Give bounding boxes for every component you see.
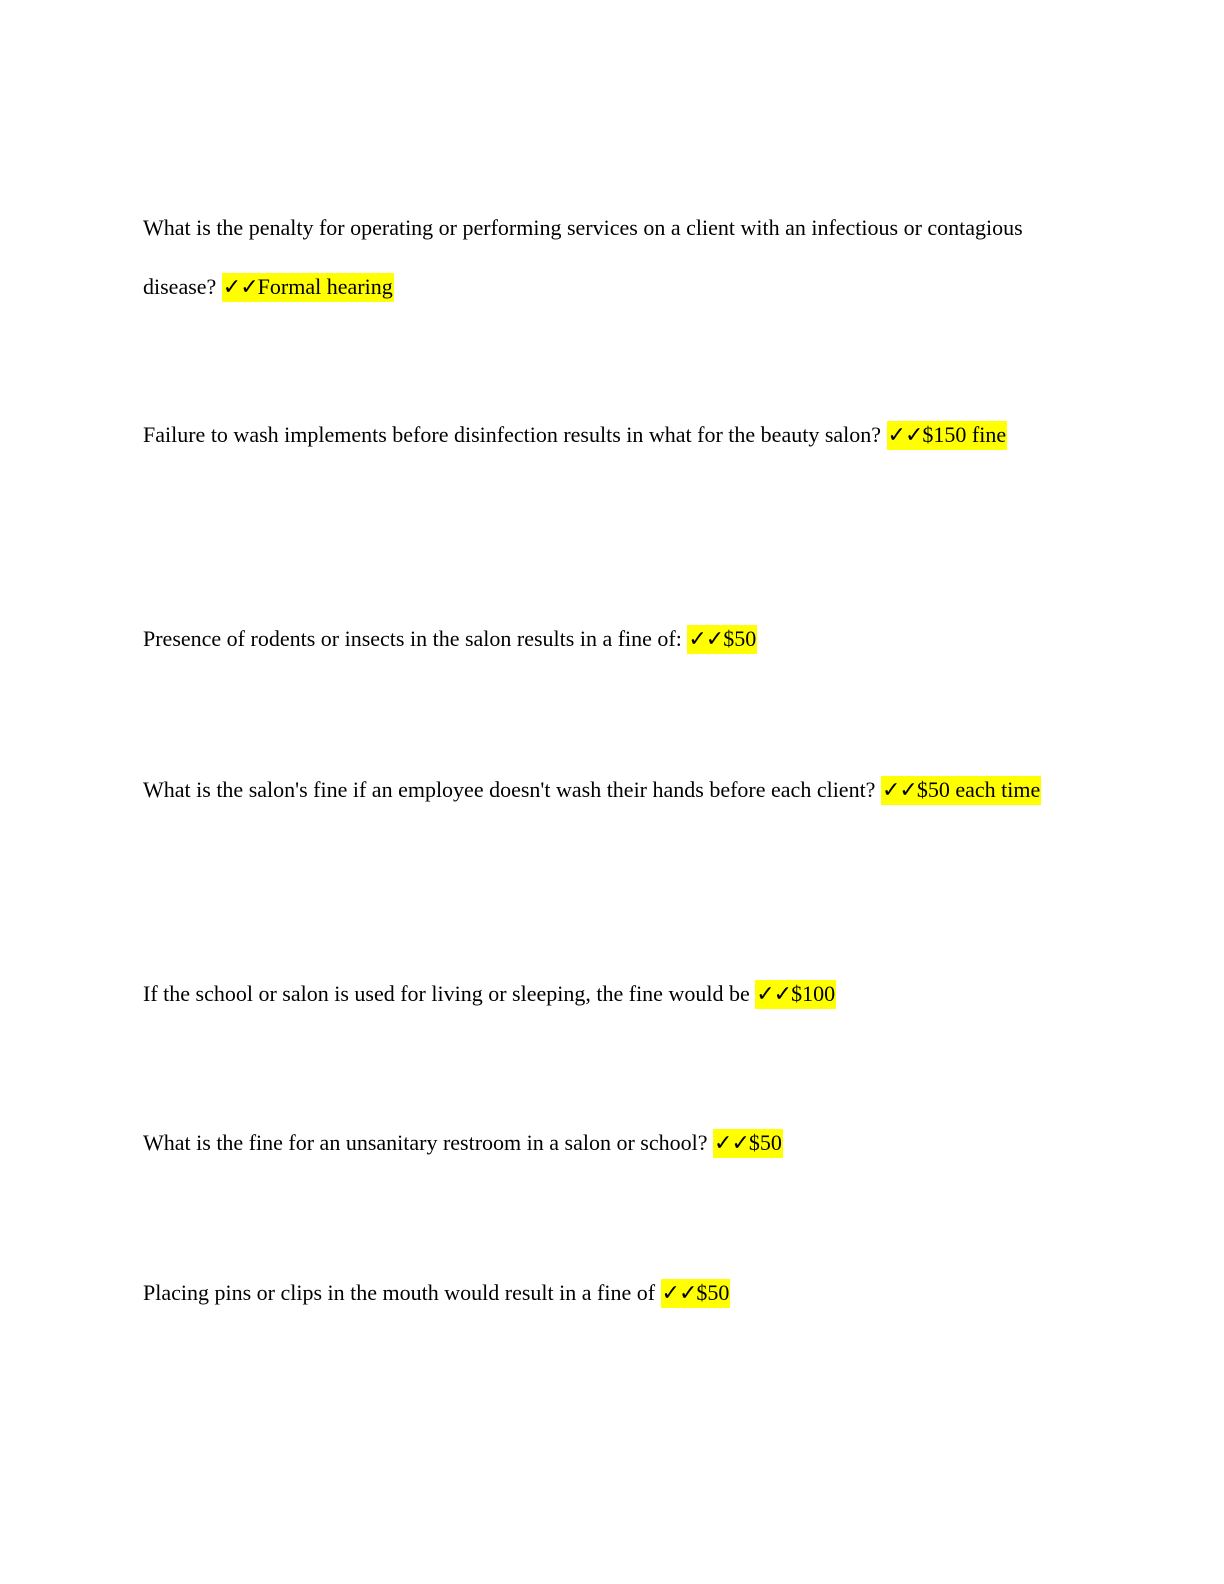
qa-item-3 <box>143 609 1083 669</box>
double-check-icon: ✓✓ <box>661 1281 697 1306</box>
qa-item-6 <box>143 1113 1083 1173</box>
question-text: What is the salon's fine if an employee doesn't wash their hands before each client? <box>143 777 876 802</box>
double-check-icon: ✓✓ <box>881 778 917 803</box>
double-check-icon: ✓✓ <box>756 982 792 1007</box>
question-text: Failure to wash implements before disinfection results in what for the beauty salon? <box>143 422 882 447</box>
answer-highlight <box>887 421 1008 450</box>
answer-text: Formal hearing <box>257 274 393 299</box>
double-check-icon: ✓✓ <box>887 423 923 448</box>
qa-item-4 <box>143 760 1083 820</box>
question-text: Placing pins or clips in the mouth would result in a fine of <box>143 1280 656 1305</box>
answer-text: $50 each time <box>916 777 1041 802</box>
answer-highlight <box>755 980 836 1009</box>
double-check-icon: ✓✓ <box>714 1131 749 1156</box>
question-text: What is the penalty for operating or performing services on a client with an infectious or contagious disease? <box>143 215 1023 299</box>
qa-item-2 <box>143 405 1083 465</box>
answer-highlight <box>222 273 394 302</box>
question-text: If the school or salon is used for living or sleeping, the fine would be <box>143 981 750 1006</box>
answer-highlight <box>713 1129 783 1158</box>
qa-item-5 <box>143 964 1083 1024</box>
answer-text: $100 <box>791 981 836 1006</box>
answer-highlight <box>661 1279 731 1308</box>
double-check-icon: ✓✓ <box>222 275 258 300</box>
question-text: Presence of rodents or insects in the salon results in a fine of: <box>143 626 682 651</box>
qa-item-1 <box>143 198 1083 317</box>
answer-text: $150 fine <box>922 422 1007 447</box>
answer-highlight <box>687 625 757 654</box>
question-text: What is the fine for an unsanitary restroom in a salon or school? <box>143 1130 708 1155</box>
answer-text: $50 <box>748 1130 782 1155</box>
double-check-icon: ✓✓ <box>688 627 724 652</box>
answer-text: $50 <box>696 1280 730 1305</box>
qa-item-7 <box>143 1263 1083 1323</box>
answer-highlight <box>881 776 1041 805</box>
answer-text: $50 <box>723 626 757 651</box>
